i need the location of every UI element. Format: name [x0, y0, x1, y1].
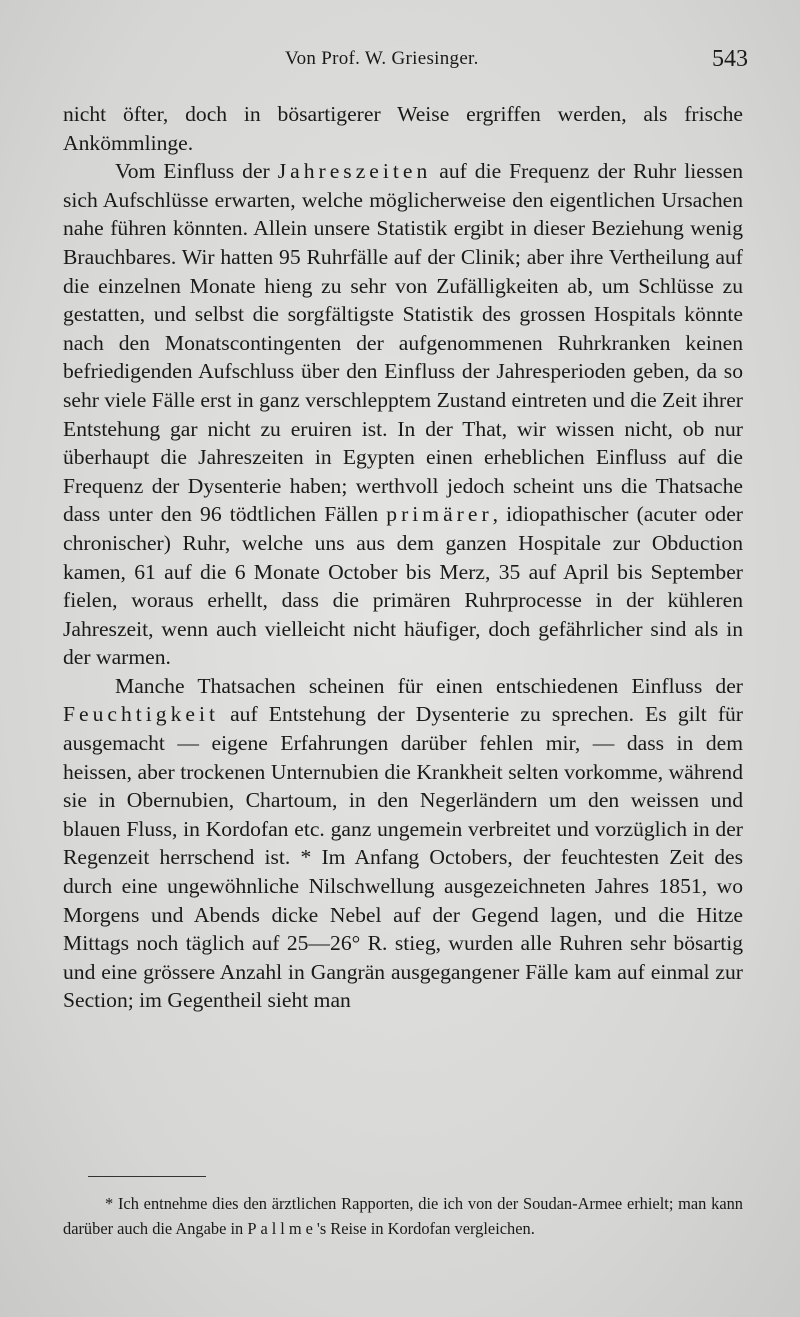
- page-header: [60, 48, 748, 82]
- paragraph-text: Vom Einfluss der: [115, 159, 278, 184]
- paragraph-text: , idiopathischer (acuter oder chronischer) Ruhr, welche uns aus dem ganzen Hospitale zur Obduction kamen, 61 auf die 6 Monate October bis Merz, 35 auf April bis September fielen, woraus erhellt, dass die primären Ruhrprocesse in der kühleren Jahreszeit, wenn auch vielleicht nicht häufiger, doch gefährlicher sind als in der warmen.: [63, 502, 743, 670]
- page-number: 543: [712, 46, 748, 72]
- paragraph-text: auf die Frequenz der Ruhr liessen sich Aufschlüsse erwarten, welche möglicherweise den eigentlichen Ursachen nahe führen könnten. Allein unsere Statistik ergibt in dieser Beziehung wenig Brauchbares. Wir hatten 95 Ruhrfälle auf der Clinik; aber ihre Vertheilung auf die einzelnen Monate hieng zu sehr von Zufälligkeiten ab, um Schlüsse zu gestatten, und selbst die sorgfältigste Statistik des grossen Hospitals könnte nach den Monatscontingenten der aufgenommenen Ruhrkranken keinen befriedigenden Aufschluss über den Einfluss der Jahresperioden geben, da so sehr viele Fälle erst in ganz verschlepptem Zustand eintreten und die Zeit ihrer Entstehung gar nicht zu eruiren ist. In der That, wir wissen nicht, ob nur überhaupt die Jahreszeiten in Egypten einen erheblichen Einfluss auf die Frequenz der Dysenterie haben; werthvoll jedoch scheint uns die Thatsache dass unter den 96 tödtlichen Fällen: [63, 159, 744, 527]
- body-text: [63, 100, 743, 1015]
- footnote-divider: [88, 1176, 206, 1177]
- footnote-part: 's Reise in Kordofan vergleichen.: [316, 1218, 535, 1238]
- footnote-text: [63, 1192, 743, 1241]
- paragraph-text: nicht öfter, doch in bösartigerer Weise ergriffen werden, als frische Ankömmlinge.: [63, 102, 743, 155]
- running-head: Von Prof. W. Griesinger.: [285, 48, 479, 69]
- emphasis-jahreszeiten: Jahreszeiten: [277, 159, 432, 184]
- footnote-part: * Ich entnehme dies den ärztlichen Rapporten, die ich von der Soudan-Armee erhielt; man kann darüber auch die Angabe in: [63, 1194, 743, 1238]
- emphasis-feuchtigkeit: Feuchtigkeit: [63, 702, 219, 727]
- paragraph-3: [63, 672, 743, 1015]
- paragraph-2: [63, 157, 743, 672]
- paragraph-text: auf Entstehung der Dysenterie zu sprechen. Es gilt für ausgemacht — eigene Erfahrungen darüber fehlen mir, — dass in dem heissen, aber trockenen Unternubien die Krankheit selten vorkomme, während sie in Obernubien, Chartoum, in den Negerländern um den weissen und blauen Fluss, in Kordofan etc. ganz ungemein verbreitet und vorzüglich in der Regenzeit herrschend ist. * Im Anfang Octobers, der feuchtesten Zeit des durch eine ungewöhnliche Nilschwellung ausgezeichneten Jahres 1851, wo Morgens und Abends dicke Nebel auf der Gegend lagen, und die Hitze Mittags noch täglich auf 25—26° R. stieg, wurden alle Ruhren sehr bösartig und eine grössere Anzahl in Gangrän ausgegangener Fälle kam auf einmal zur Section; im Gegentheil sieht man: [63, 702, 743, 1013]
- emphasis-pallme: Pallme: [247, 1218, 317, 1238]
- emphasis-primaerer: primärer: [386, 502, 493, 527]
- footnote: [63, 1192, 743, 1241]
- paragraph-1: [63, 100, 743, 157]
- paragraph-text: Manche Thatsachen scheinen für einen entschiedenen Einfluss der: [115, 673, 743, 698]
